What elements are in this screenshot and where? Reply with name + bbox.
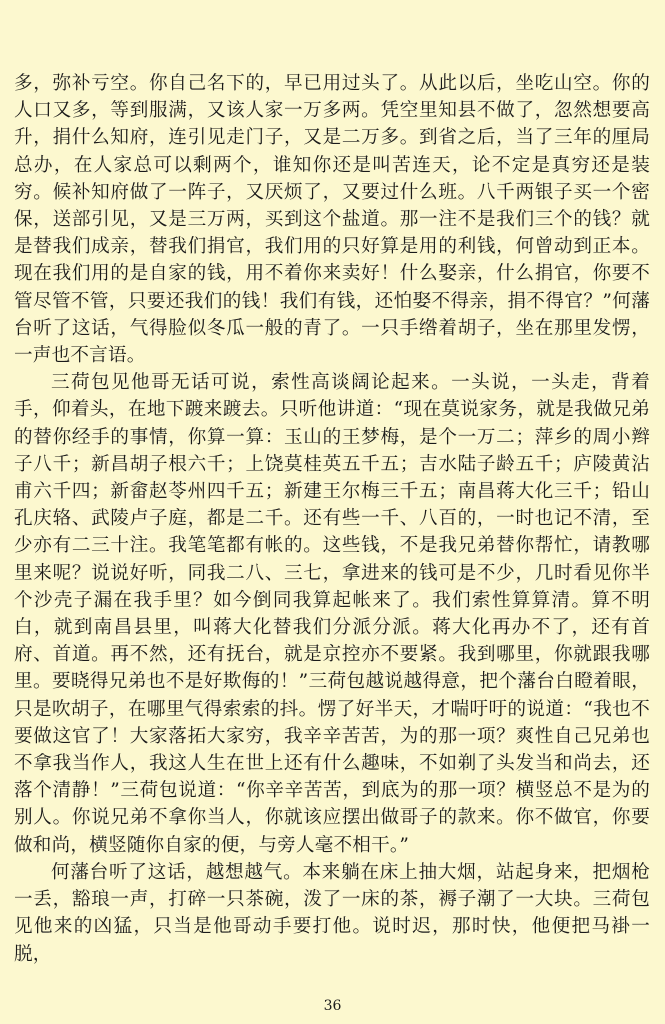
paragraph-2: 三荷包见他哥无话可说，索性高谈阔论起来。一头说，一头走，背着手，仰着头，在地下踱来踱去。只听他讲道：“现在莫说家务，就是我做兄弟的替你经手的事情，你算一算：玉山的王梦梅，是个一万二；萍乡的周小辫子八千；新昌胡子根六千；上饶莫桂英五千五；吉水陆子龄五千；庐陵黄沾甫六千四；新畲赵苓州四千五；新建王尔梅三千五；南昌蒋大化三千；铅山孔庆辂、武陵卢子庭，都是二千。还有些一千、八百的，一时也记不清，至少亦有二三十注。我笔笔都有帐的。这些钱，不是我兄弟替你帮忙，请教哪里来呢？说说好听，同我二八、三七，拿进来的钱可是不少，几时看见你半个沙壳子漏在我手里？如今倒同我算起帐来了。我们索性算算清。算不明白，就到南昌县里，叫蒋大化替我们分派分派。蒋大化再办不了，还有首府、首道。再不然，还有抚台，就是京控亦不要紧。我到哪里，你就跟我哪里。要晓得兄弟也不是好欺侮的！”三荷包越说越得意，把个藩台白瞪着眼，只是吹胡子，在哪里气得索索的抖。愣了好半天，才喘吁吁的说道：“我也不要做这官了！大家落拓大家穷，我辛辛苦苦，为的那一项？爽性自己兄弟也不拿我当作人，我这人生在世上还有什么趣味，不如剃了头发当和尚去，还落个清静！”三荷包说道：“你辛辛苦苦，到底为的那一项？横竖总不是为的别人。你说兄弟不拿你当人，你就该应摆出做哥子的款来。你不做官，你要做和尚，横竖随你自家的便，与旁人毫不相干。”: [14, 372, 650, 856]
paragraph-3: 何藩台听了这话，越想越气。本来躺在床上抽大烟，站起身来，把烟枪一丢，豁琅一声，打碎一只茶碗，泼了一床的茶，褥子潮了一大块。三荷包见他来的凶猛，只当是他哥动手要打他。说时迟，那时快，他便把马褂一脱，: [14, 861, 650, 965]
page-number: 36: [323, 998, 342, 1014]
paragraph-1: 多，弥补亏空。你自己名下的，早已用过头了。从此以后，坐吃山空。你的人口又多，等到服满，又该人家一万多两。凭空里知县不做了，忽然想要高升，捐什么知府，连引见走门子，又是二万多。到省之后，当了三年的厘局总办，在人家总可以剩两个，谁知你还是叫苦连天，论不定是真穷还是装穷。候补知府做了一阵子，又厌烦了，又要过什么班。八千两银子买一个密保，送部引见，又是三万两，买到这个盐道。那一注不是我们三个的钱？就是替我们成亲，替我们捐官，我们用的只好算是用的利钱，何曾动到正本。现在我们用的是自家的钱，用不着你来卖好！什么娶亲，什么捐官，你要不管尽管不管，只要还我们的钱！我们有钱，还怕娶不得亲，捐不得官？”何藩台听了这话，气得脸似冬瓜一般的青了。一只手绺着胡子，坐在那里发愣，一声也不言语。: [14, 73, 650, 367]
page-body: [14, 70, 650, 968]
